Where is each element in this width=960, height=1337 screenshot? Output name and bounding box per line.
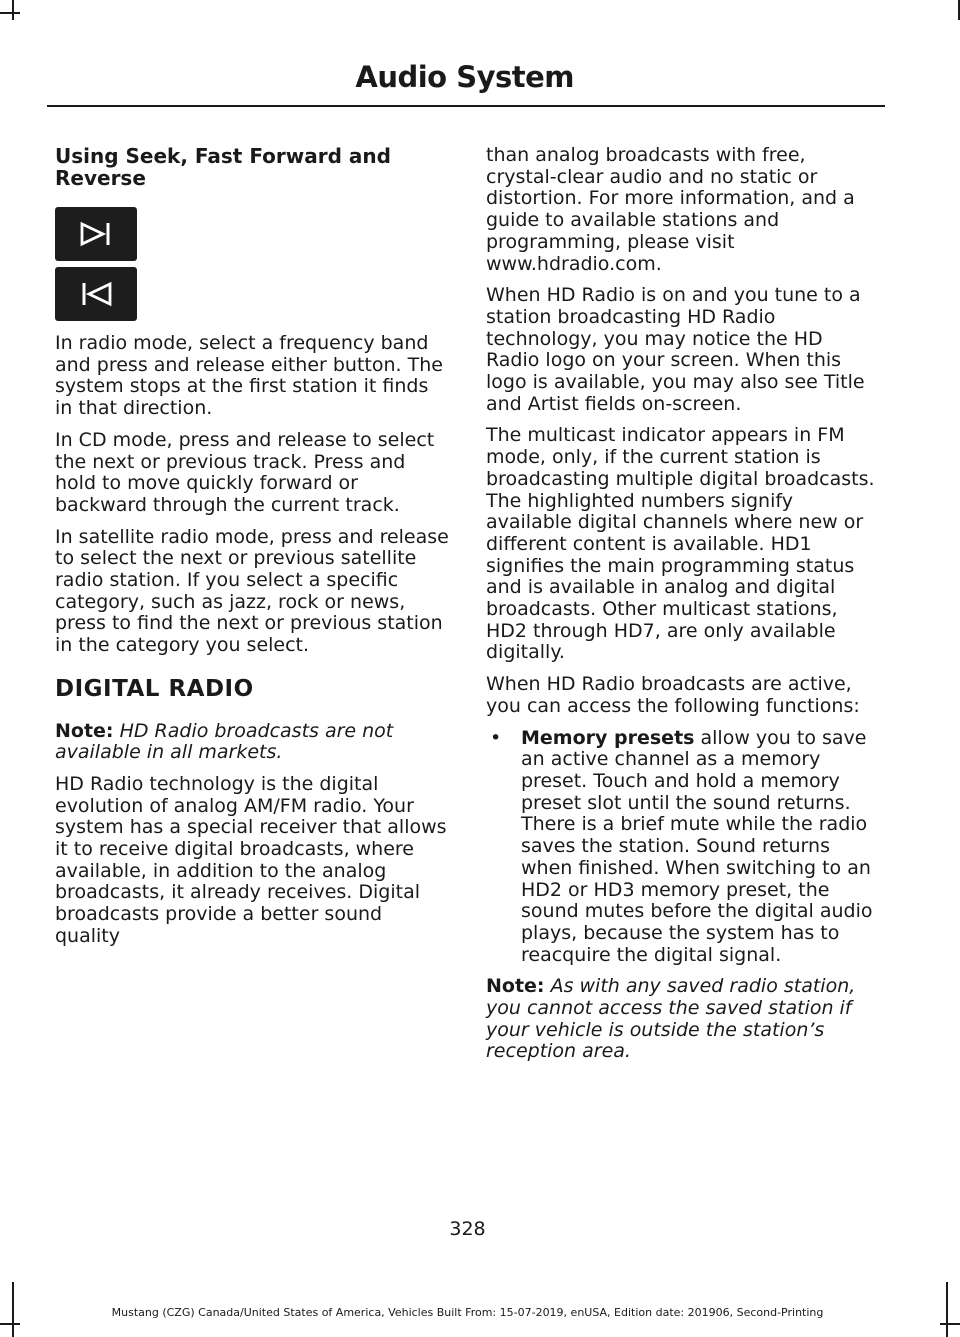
functions-intro-paragraph: When HD Radio broadcasts are active, you can access the following functions:: [486, 673, 860, 717]
section-heading: DIGITAL RADIO: [55, 675, 254, 702]
button-icons: [55, 207, 450, 321]
seek-forward-icon: [55, 207, 137, 261]
functions-list: [486, 728, 881, 967]
page-title: Audio System: [355, 60, 574, 94]
crop-mark: [946, 1282, 948, 1337]
crop-mark: [0, 1323, 20, 1325]
hd-radio-paragraph: HD Radio technology is the digital evolution of analog AM/FM radio. Your system has a special receiver that allows it to receive digital broadcasts, where available, in addition to the analog broadcasts, it already receives. Digital broadcasts provide a better sound quality: [55, 772, 447, 947]
crop-mark: [940, 1323, 960, 1325]
list-item: [486, 728, 881, 967]
cd-mode-paragraph: In CD mode, press and release to select the next or previous track. Press and hold to move quickly forward or backward through the current track.: [55, 428, 435, 516]
note: [486, 976, 881, 1063]
seek-backward-icon: [55, 267, 137, 321]
seek-heading: Using Seek, Fast Forward and Reverse: [55, 144, 391, 190]
multicast-paragraph: The multicast indicator appears in FM mode, only, if the current station is broadcasting multiple digital broadcasts. The highlighted numbers signify available digital channels where new or different content is available. HD1 signifies the main programming status and is available in analog and digital broadcasts. Other multicast stations, HD2 through HD7, are only available digitally.: [486, 424, 875, 664]
header-divider: [47, 105, 885, 107]
bullet-term: Memory presets: [521, 726, 695, 749]
note: [55, 721, 450, 764]
left-column: [55, 145, 450, 958]
right-column: [486, 145, 881, 1073]
note-text: HD Radio broadcasts are not available in all markets.: [55, 719, 394, 764]
hd-radio-continued-paragraph: than analog broadcasts with free, crystal-clear audio and no static or distortion. For more information, and a guide to available stations and programming, please visit www.hdradio.com.: [486, 144, 855, 275]
radio-mode-paragraph: In radio mode, select a frequency band and press and release either button. The system stops at the first station it finds in that direction.: [55, 332, 443, 420]
page-number: 328: [449, 1218, 486, 1240]
footer-text: Mustang (CZG) Canada/United States of America, Vehicles Built From: 15-07-2019, enUSA, Edition date: 201906, Second-Printing: [111, 1306, 824, 1319]
note-label: Note:: [55, 719, 114, 742]
note-label: Note:: [486, 975, 545, 998]
hd-logo-paragraph: When HD Radio is on and you tune to a station broadcasting HD Radio technology, you may notice the HD Radio logo on your screen. When this logo is available, you may also see Title and Artist fields on-screen.: [486, 284, 865, 415]
note-text: As with any saved radio station, you cannot access the saved station if your vehicle is outside the station’s reception area.: [486, 975, 856, 1063]
satellite-mode-paragraph: In satellite radio mode, press and release to select the next or previous satellite radio station. If you select a specific category, such as jazz, rock or news, press to find the next or previous station in the category you select.: [55, 525, 449, 657]
crop-mark: [12, 0, 14, 20]
bullet-text: allow you to save an active channel as a memory preset. Touch and hold a memory preset slot until the sound returns. There is a brief mute while the radio saves the station. Sound returns when finished. When switching to an HD2 or HD3 memory preset, the sound mutes before the digital audio plays, because the system has to reacquire the digital signal.: [521, 726, 873, 966]
crop-mark: [0, 12, 20, 14]
